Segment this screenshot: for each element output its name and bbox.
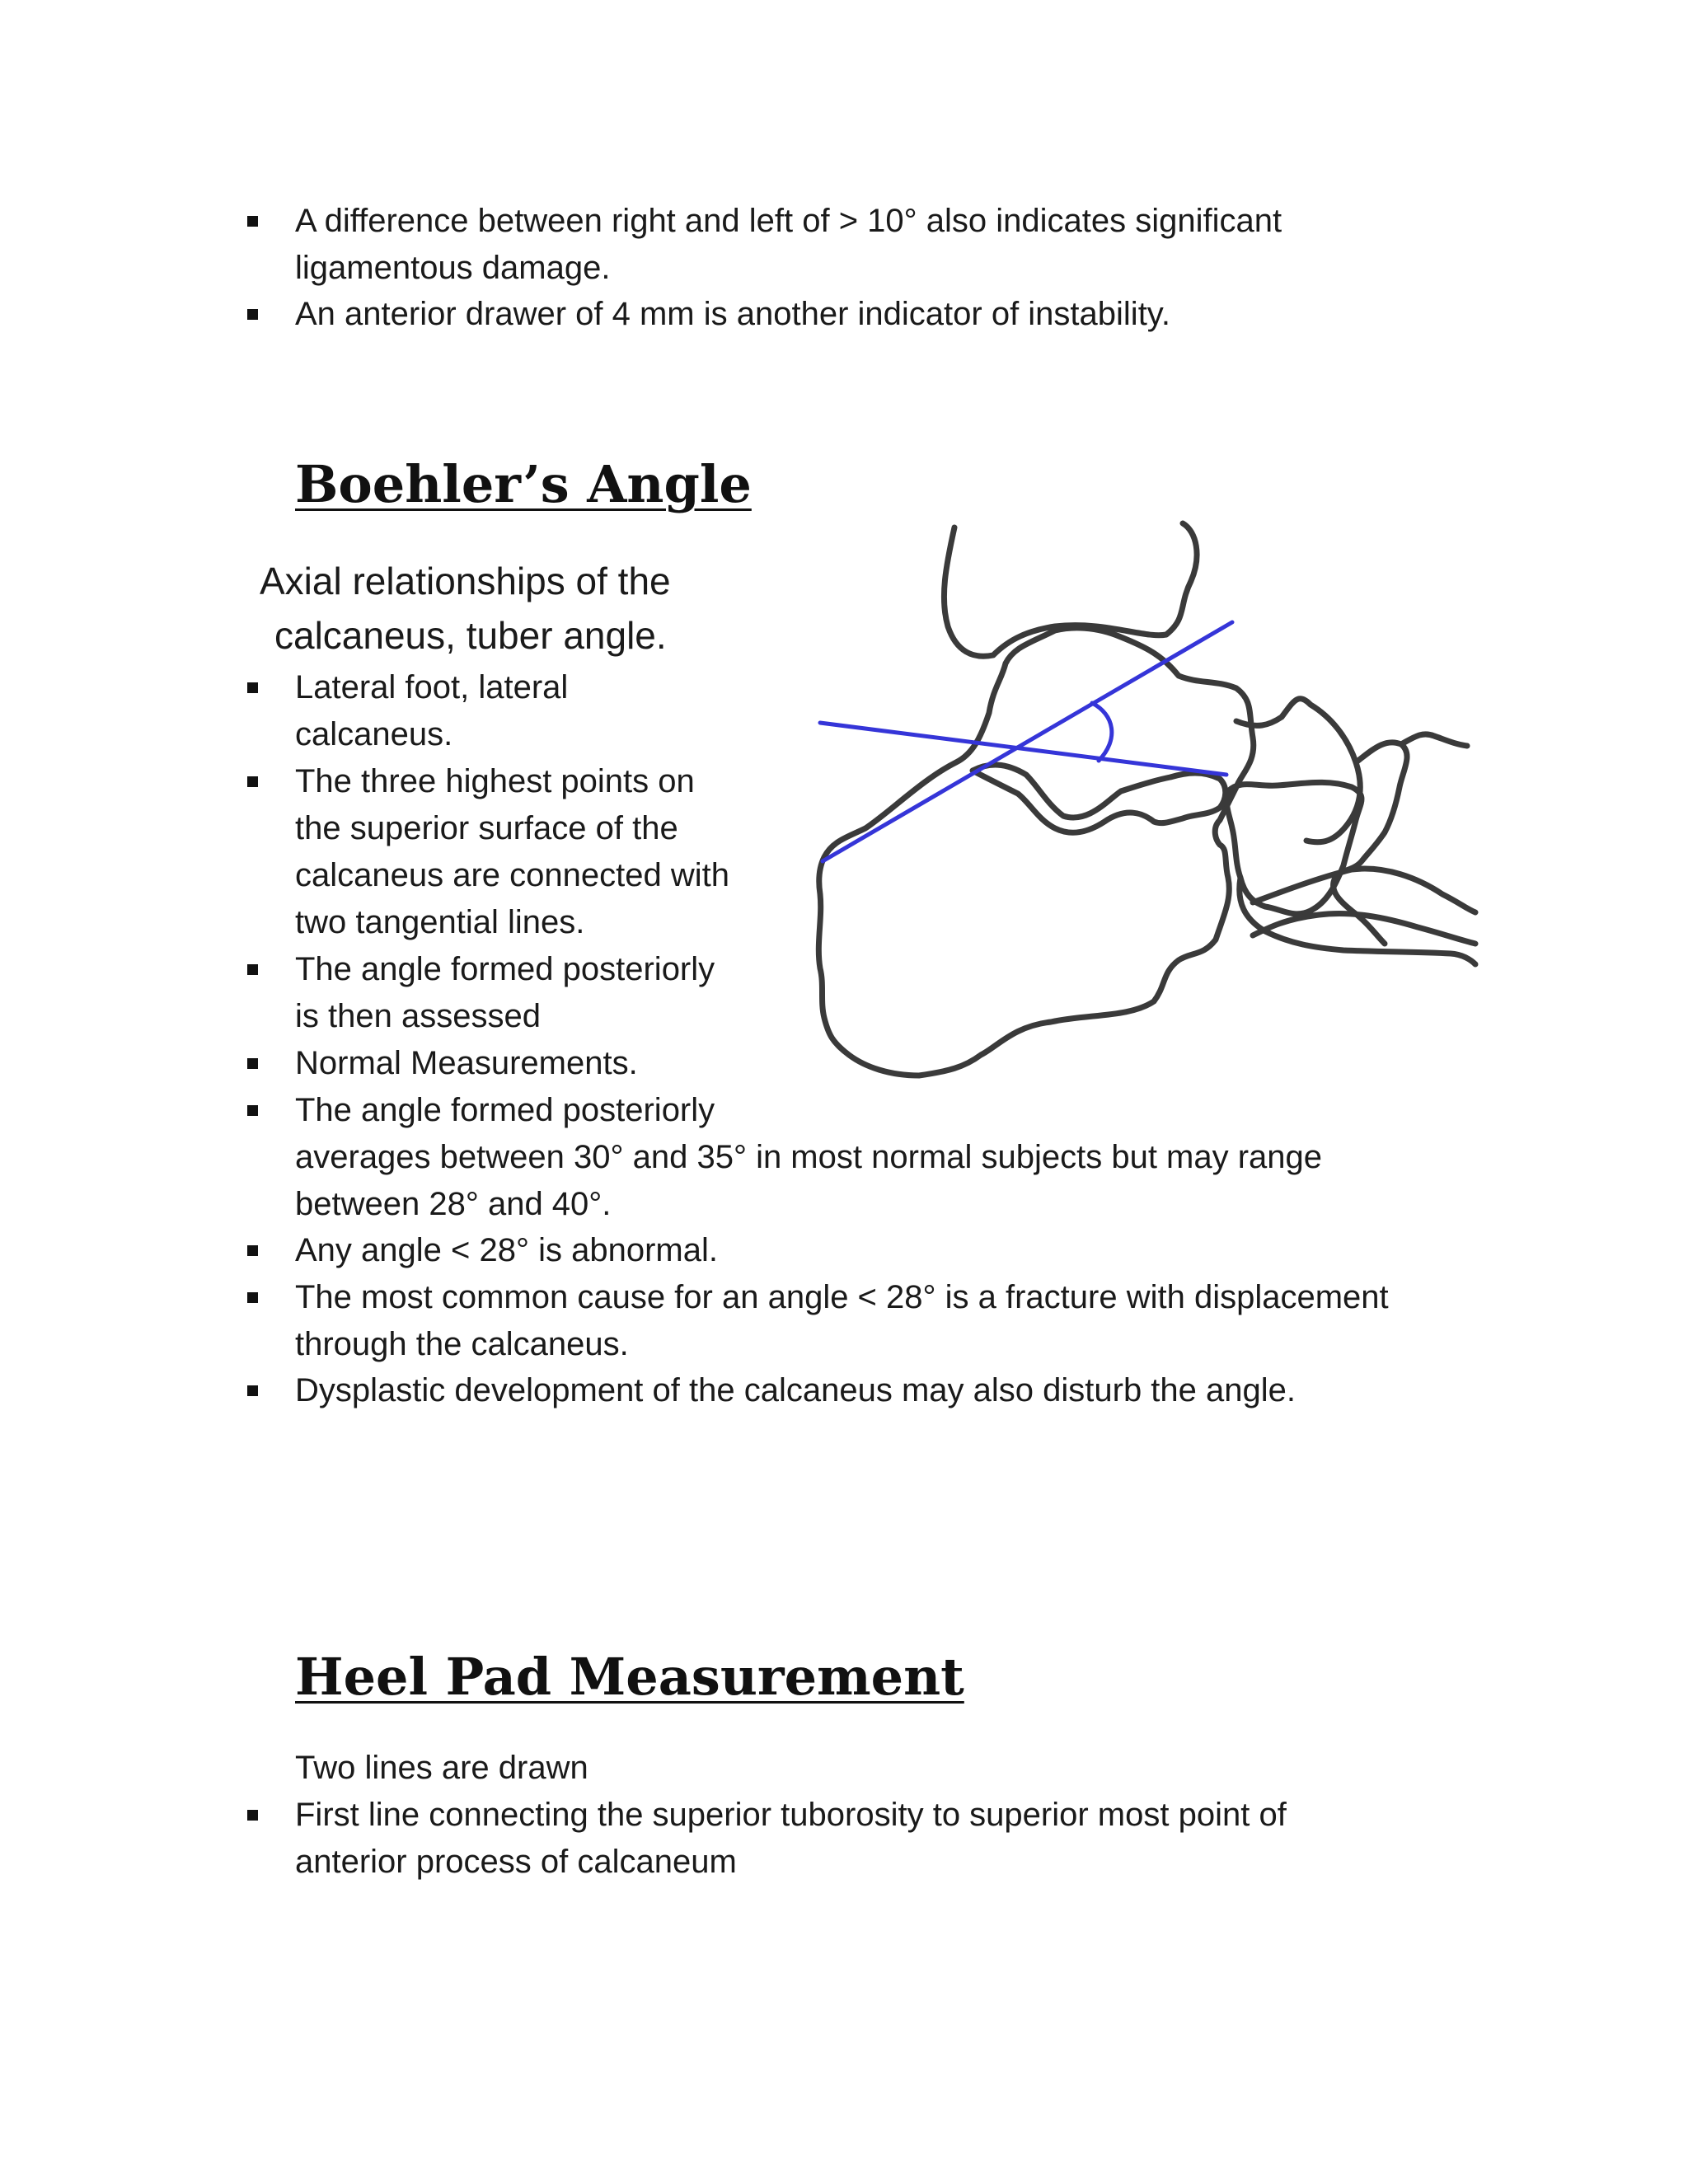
talus-calcaneus-outline bbox=[818, 628, 1253, 1076]
boehler-bullet-1-line-1: Lateral foot, lateral bbox=[295, 669, 569, 705]
boehler-bullet-2-line-4: two tangential lines. bbox=[295, 904, 585, 940]
boehler-bullet-2-line-1: The three highest points on bbox=[295, 763, 695, 799]
cuboid-outline bbox=[1226, 782, 1362, 914]
bullet-marker bbox=[247, 776, 258, 787]
bullet-marker bbox=[247, 1385, 258, 1396]
forefoot-line-1 bbox=[1253, 869, 1475, 912]
intro-bullet-2: An anterior drawer of 4 mm is another indicator of instability. bbox=[295, 296, 1170, 332]
tangent-line-tuberosity bbox=[823, 622, 1232, 861]
boehler-bullet-5-line-1: The angle formed posteriorly bbox=[295, 1092, 715, 1128]
boehler-bullet-1-line-2: calcaneus. bbox=[295, 716, 453, 752]
angle-arc bbox=[1092, 703, 1112, 761]
boehler-bullet-5-line-2: averages between 30° and 35° in most normal subjects but may range bbox=[295, 1139, 1323, 1175]
boehler-bullet-2-line-3: calcaneus are connected with bbox=[295, 857, 729, 893]
bullet-marker bbox=[247, 1292, 258, 1303]
navicular-outline bbox=[1236, 699, 1360, 842]
boehler-angle-heading: Boehler’s Angle bbox=[295, 454, 752, 514]
boehler-bullet-6: Any angle < 28° is abnormal. bbox=[295, 1232, 718, 1268]
bullet-marker bbox=[247, 682, 258, 693]
bullet-marker bbox=[247, 309, 258, 320]
boehler-bullet-4: Normal Measurements. bbox=[295, 1045, 638, 1081]
tibia-outline bbox=[944, 523, 1197, 656]
intro-bullet-1-line-2: ligamentous damage. bbox=[295, 250, 611, 286]
calcaneus-diagram bbox=[808, 515, 1484, 1100]
boehler-bullet-3-line-2: is then assessed bbox=[295, 998, 541, 1034]
bullet-marker bbox=[247, 1245, 258, 1256]
boehler-bullet-5-line-3: between 28° and 40°. bbox=[295, 1186, 612, 1222]
bullet-marker bbox=[247, 964, 258, 975]
heel-pad-heading: Heel Pad Measurement bbox=[295, 1647, 964, 1707]
intro-bullet-1-line-1: A difference between right and left of > 10° also indicates significant bbox=[295, 203, 1282, 239]
boehler-bullet-3-line-1: The angle formed posteriorly bbox=[295, 951, 715, 987]
boehler-subtitle-line-1: Axial relationships of the bbox=[260, 560, 671, 602]
heel-pad-bullet-1-line-1: First line connecting the superior tuborosity to superior most point of bbox=[295, 1797, 1287, 1833]
bullet-marker bbox=[247, 1058, 258, 1069]
bullet-marker bbox=[247, 1810, 258, 1821]
boehler-bullet-7-line-1: The most common cause for an angle < 28° is a fracture with displacement bbox=[295, 1279, 1389, 1315]
subtalar-joint bbox=[973, 765, 1226, 832]
bullet-marker bbox=[247, 1105, 258, 1116]
boehler-subtitle-line-2: calcaneus, tuber angle. bbox=[274, 614, 667, 657]
tangent-line-anterior-process bbox=[820, 723, 1226, 775]
phalanx-outline bbox=[1401, 734, 1467, 746]
bullet-marker bbox=[247, 216, 258, 227]
boehler-bullet-8: Dysplastic development of the calcaneus may also disturb the angle. bbox=[295, 1372, 1296, 1408]
heel-pad-intro: Two lines are drawn bbox=[295, 1750, 588, 1786]
boehler-bullet-2-line-2: the superior surface of the bbox=[295, 810, 678, 846]
heel-pad-bullet-1-line-2: anterior process of calcaneum bbox=[295, 1844, 737, 1880]
boehler-bullet-7-line-2: through the calcaneus. bbox=[295, 1326, 629, 1362]
